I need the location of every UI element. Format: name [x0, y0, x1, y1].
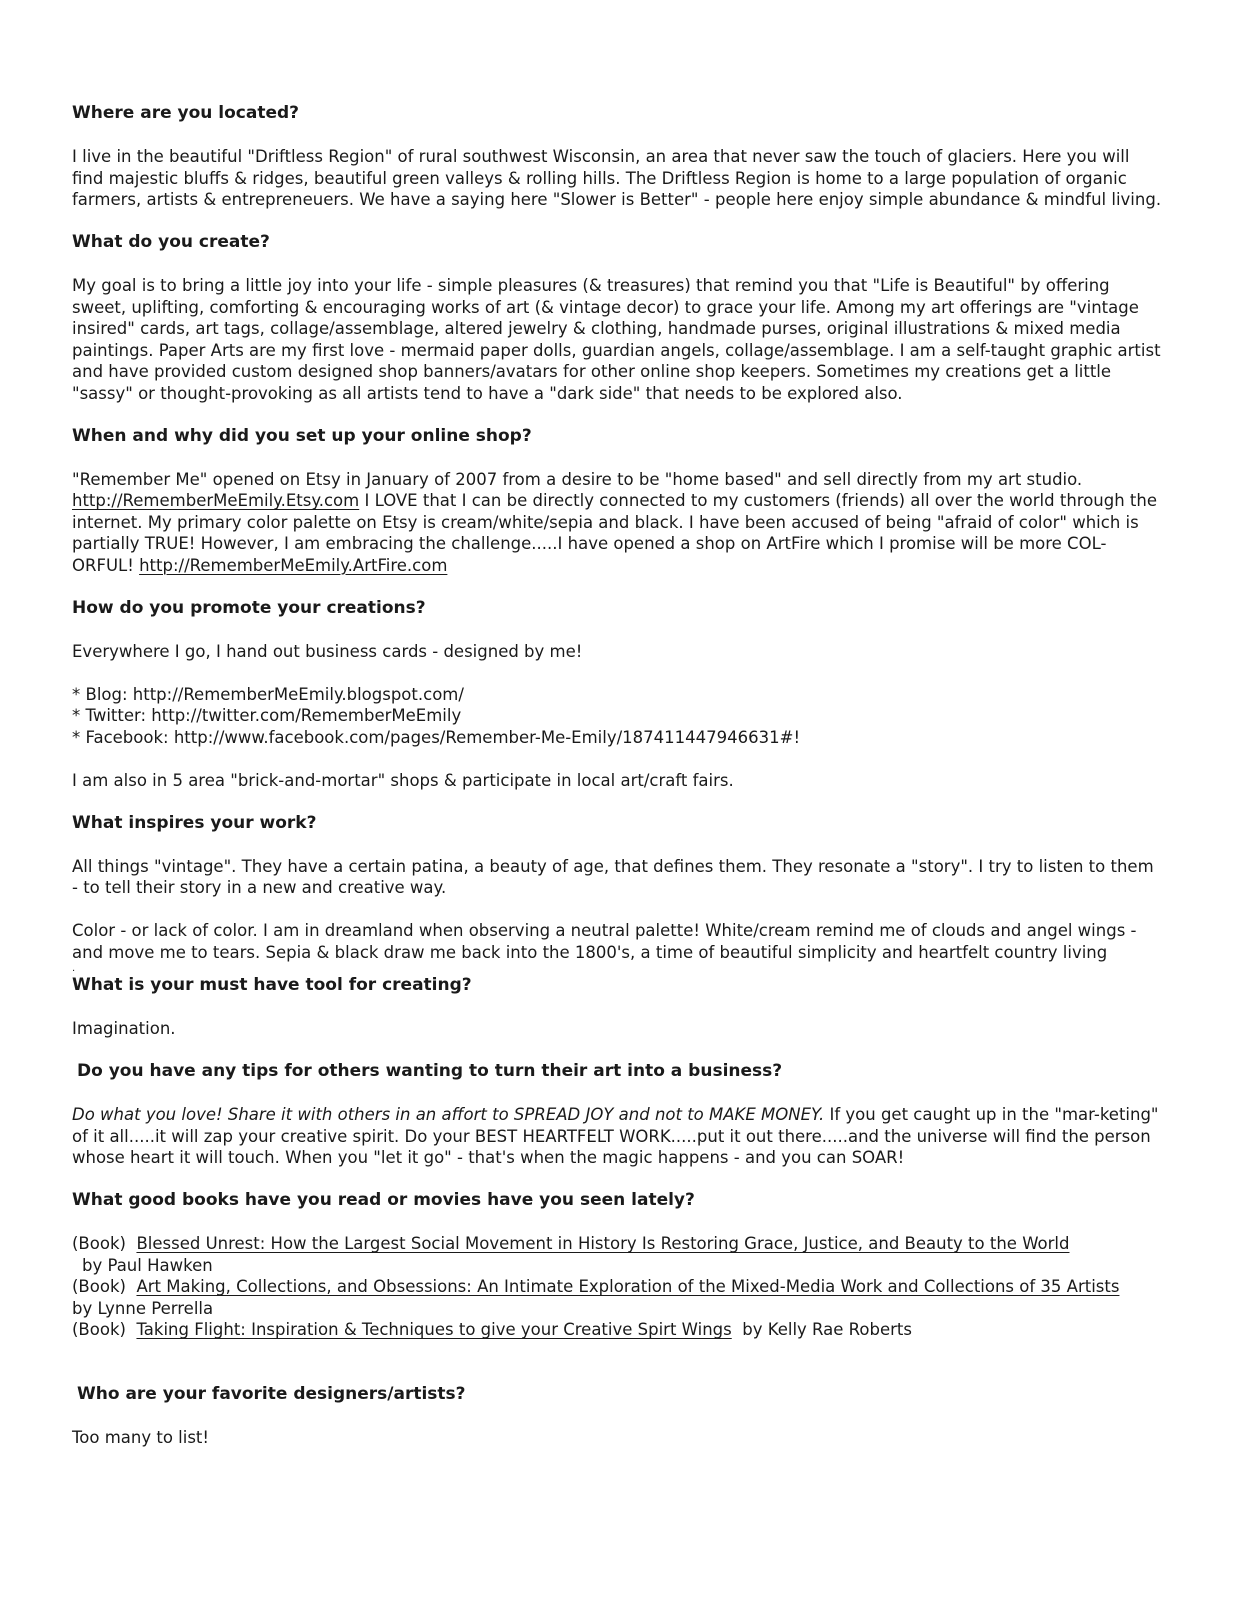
- book-title-link[interactable]: Taking Flight: Inspiration & Techniques to give your Creative Spirt Wings: [136, 1320, 732, 1339]
- book-author: by Paul Hawken: [82, 1255, 213, 1275]
- answer-location: I live in the beautiful "Driftless Region" of rural southwest Wisconsin, an area that never saw the touch of glaciers. Here you will find majestic bluffs & ridges, beautiful green valleys & rolling hills. The Driftless Region is home to a large population of organic farmers, artists & entrepreneuers. We have a saying here "Slower is Better" - people here enjoy simple abundance & mindful living.: [72, 147, 1162, 209]
- question-online-shop: When and why did you set up your online shop?: [72, 425, 532, 446]
- book-author: by Lynne Perrella: [72, 1298, 214, 1318]
- promote-intro: Everywhere I go, I hand out business cards - designed by me!: [72, 641, 583, 661]
- question-favorites: Who are your favorite designers/artists?: [77, 1383, 466, 1404]
- answer-online-shop-text-1: "Remember Me" opened on Etsy in January of 2007 from a desire to be "home based" and sell directly from my art studio.: [72, 469, 1083, 489]
- question-tips: Do you have any tips for others wanting to turn their art into a business?: [77, 1061, 783, 1081]
- book-prefix: (Book): [72, 1277, 126, 1296]
- question-promote: How do you promote your creations?: [72, 597, 426, 618]
- document-page: [72, 103, 1162, 1448]
- answer-tips: [72, 1104, 1162, 1169]
- question-location: Where are you located?: [72, 103, 300, 123]
- question-inspires: What inspires your work?: [72, 812, 317, 833]
- inspires-paragraph-2: Color - or lack of color. I am in dreamland when observing a neutral palette! White/cream remind me of clouds and angel wings - and move me to tears. Sepia & black draw me back into the 1800's, a time of beautiful simplicity and heartfelt country living: [72, 921, 1137, 962]
- answer-online-shop-text-2: I LOVE that I can be directly connected to my customers (friends) all over the world through the internet. My primary color palette on Etsy is cream/white/sepia and black. I have been accused of being "afraid of color" which is partially TRUE! However, I am embracing the challenge.....I have opened a shop on ArtFire which I promise will be more COL-ORFUL!: [72, 491, 1158, 575]
- book-author: by Kelly Rae Roberts: [742, 1320, 912, 1339]
- question-create: What do you create?: [72, 232, 270, 252]
- question-books: What good books have you read or movies have you seen lately?: [72, 1190, 695, 1210]
- promote-outro: I am also in 5 area "brick-and-mortar" shops & participate in local art/craft fairs.: [72, 770, 734, 790]
- book-item: [72, 1319, 1162, 1341]
- answer-tool: Imagination.: [72, 1019, 176, 1038]
- etsy-shop-link[interactable]: http://RememberMeEmily.Etsy.com: [72, 491, 360, 510]
- book-title-link[interactable]: Blessed Unrest: How the Largest Social Movement in History Is Restoring Grace, Justice, and Beauty to the World: [136, 1234, 1070, 1253]
- artfire-shop-link[interactable]: http://RememberMeEmily.ArtFire.com: [139, 555, 448, 575]
- book-item: [72, 1276, 1162, 1298]
- book-prefix: (Book): [72, 1320, 126, 1339]
- book-item: [72, 1233, 1162, 1255]
- answer-tips-italic: Do what you love! Share it with others in an affort to SPREAD JOY and not to MAKE MONEY.: [72, 1105, 825, 1124]
- promote-list-item-facebook: * Facebook: http://www.facebook.com/pages/Remember-Me-Emily/187411447946631#!: [72, 727, 801, 747]
- answer-favorites: Too many to list!: [72, 1427, 210, 1447]
- book-title-link[interactable]: Art Making, Collections, and Obsessions: An Intimate Exploration of the Mixed-Media Work and Collections of 35 Artists: [136, 1277, 1120, 1296]
- answer-tips-rest: If you get caught up in the "mar-keting" of it all.....it will zap your creative spirit. Do your BEST HEARTFELT WORK.....put it out there.....and the universe will find the person whose heart it will touch. When you "let it go" - that's when the magic happens - and you can SOAR!: [72, 1105, 1159, 1167]
- promote-list-item-twitter: * Twitter: http://twitter.com/RememberMeEmily: [72, 706, 462, 725]
- inspires-paragraph-1: All things "vintage". They have a certain patina, a beauty of age, that defines them. They resonate a "story". I try to listen to them - to tell their story in a new and creative way.: [72, 856, 1154, 897]
- promote-list-item-blog: * Blog: http://RememberMeEmily.blogspot.com/: [72, 684, 464, 704]
- answer-online-shop: [72, 469, 1162, 577]
- answer-create: My goal is to bring a little joy into your life - simple pleasures (& treasures) that remind you that "Life is Beautiful" by offering sweet, uplifting, comforting & encouraging works of art (& vintage decor) to grace your life. Among my art offerings are "vintage insired" cards, art tags, collage/assemblage, altered jewelry & clothing, handmade purses, original illustrations & mixed media paintings. Paper Arts are my first love - mermaid paper dolls, guardian angels, collage/assemblage. I am a self-taught graphic artist and have provided custom designed shop banners/avatars for other online shop keepers. Sometimes my creations get a little "sassy" or thought-provoking as all artists tend to have a "dark side" that needs to be explored also.: [72, 276, 1161, 403]
- book-prefix: (Book): [72, 1234, 126, 1253]
- book-list: [72, 1233, 1162, 1341]
- question-tool: What is your must have tool for creating?: [72, 975, 472, 995]
- stray-dot: .: [72, 963, 76, 974]
